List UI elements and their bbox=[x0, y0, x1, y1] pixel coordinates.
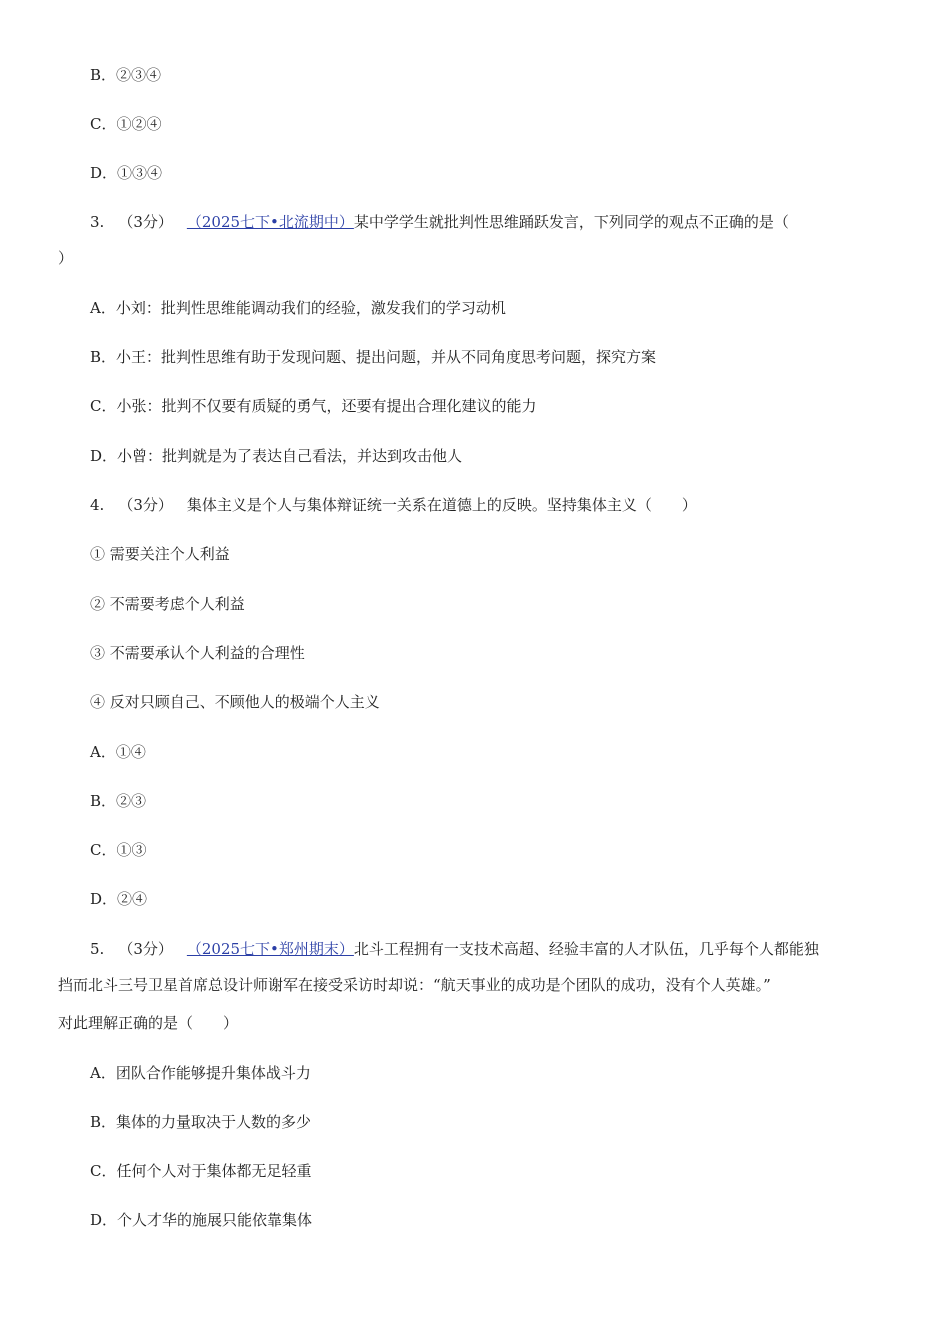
q4-option-a bbox=[90, 742, 146, 762]
q4-statement-1: ① 需要关注个人利益 bbox=[90, 545, 230, 563]
option-letter: A． bbox=[90, 743, 116, 761]
option-text: 小王：批判性思维有助于发现问题、提出问题，并从不同角度思考问题，探究方案 bbox=[116, 348, 657, 366]
option-text: ①④ bbox=[115, 743, 146, 761]
q4-option-b bbox=[90, 791, 146, 811]
option-text: 任何个人对于集体都无足轻重 bbox=[116, 1162, 312, 1180]
option-text: 个人才华的施展只能依靠集体 bbox=[117, 1211, 313, 1229]
q5-stem-line-3: 对此理解正确的是（ ） bbox=[58, 1014, 239, 1032]
option-letter: A． bbox=[90, 1064, 116, 1082]
option-letter: C． bbox=[90, 397, 117, 415]
option-letter: D． bbox=[90, 164, 118, 182]
option-letter: C． bbox=[90, 1162, 117, 1180]
q4-option-d bbox=[90, 889, 147, 909]
q4-statement-3: ③ 不需要承认个人利益的合理性 bbox=[90, 644, 305, 662]
option-text: 小曾：批判就是为了表达自己看法，并达到攻击他人 bbox=[117, 447, 463, 465]
question-source-link[interactable]: （2025七下•郑州期末） bbox=[186, 940, 354, 958]
q3-option-d bbox=[90, 446, 462, 466]
question-number: 3. bbox=[90, 213, 105, 231]
option-letter: A． bbox=[90, 299, 116, 317]
option-letter: D． bbox=[90, 1211, 118, 1229]
q3-option-b bbox=[90, 347, 656, 367]
option-text: 小张：批判不仅要有质疑的勇气，还要有提出合理化建议的能力 bbox=[116, 397, 537, 415]
question-number: 5. bbox=[90, 940, 105, 958]
question-score: （3分） bbox=[118, 496, 173, 514]
option-letter: B． bbox=[90, 1113, 117, 1131]
option-text: ②③④ bbox=[116, 66, 162, 84]
q5-option-c bbox=[90, 1161, 312, 1181]
option-text: ②③ bbox=[116, 792, 147, 810]
q4-option-c bbox=[90, 840, 147, 860]
question-stem-text: 某中学学生就批判性思维踊跃发言，下列同学的观点不正确的是（ bbox=[353, 213, 789, 231]
option-letter: C． bbox=[90, 841, 117, 859]
option-text: ①③ bbox=[116, 841, 147, 859]
option-text: 团队合作能够提升集体战斗力 bbox=[115, 1064, 311, 1082]
q5-option-a bbox=[90, 1063, 311, 1083]
q5-stem bbox=[90, 939, 819, 959]
q3-stem bbox=[90, 212, 789, 232]
q2-option-c bbox=[90, 114, 162, 134]
q4-statement-4: ④ 反对只顾自己、不顾他人的极端个人主义 bbox=[90, 693, 380, 711]
q3-option-c bbox=[90, 396, 537, 416]
option-text: ①③④ bbox=[117, 164, 163, 182]
q5-option-b bbox=[90, 1112, 311, 1132]
option-letter: B． bbox=[90, 792, 117, 810]
q2-option-d bbox=[90, 163, 162, 183]
question-stem-text: 集体主义是个人与集体辩证统一关系在道德上的反映。坚持集体主义（ ） bbox=[186, 496, 697, 514]
option-letter: D． bbox=[90, 447, 118, 465]
q2-option-b bbox=[90, 65, 161, 85]
option-text: 集体的力量取决于人数的多少 bbox=[116, 1113, 312, 1131]
option-letter: C． bbox=[90, 115, 117, 133]
q3-option-a bbox=[90, 298, 506, 318]
q5-stem-line-2: 挡而北斗三号卫星首席总设计师谢军在接受采访时却说：“航天事业的成功是个团队的成功，没有个人英雄。” bbox=[58, 976, 771, 994]
q4-statement-2: ② 不需要考虑个人利益 bbox=[90, 595, 245, 613]
q3-stem-continuation: ） bbox=[58, 249, 74, 267]
q4-stem bbox=[90, 495, 697, 515]
question-score: （3分） bbox=[118, 940, 173, 958]
option-letter: D． bbox=[90, 890, 118, 908]
option-letter: B． bbox=[90, 348, 117, 366]
question-number: 4. bbox=[90, 496, 105, 514]
option-letter: B． bbox=[90, 66, 117, 84]
option-text: ①②④ bbox=[116, 115, 162, 133]
question-stem-text: 北斗工程拥有一支技术高超、经验丰富的人才队伍，几乎每个人都能独 bbox=[353, 940, 819, 958]
q5-option-d bbox=[90, 1210, 312, 1230]
option-text: ②④ bbox=[117, 890, 148, 908]
option-text: 小刘：批判性思维能调动我们的经验，激发我们的学习动机 bbox=[115, 299, 506, 317]
question-score: （3分） bbox=[118, 213, 173, 231]
question-source-link[interactable]: （2025七下•北流期中） bbox=[186, 213, 354, 231]
